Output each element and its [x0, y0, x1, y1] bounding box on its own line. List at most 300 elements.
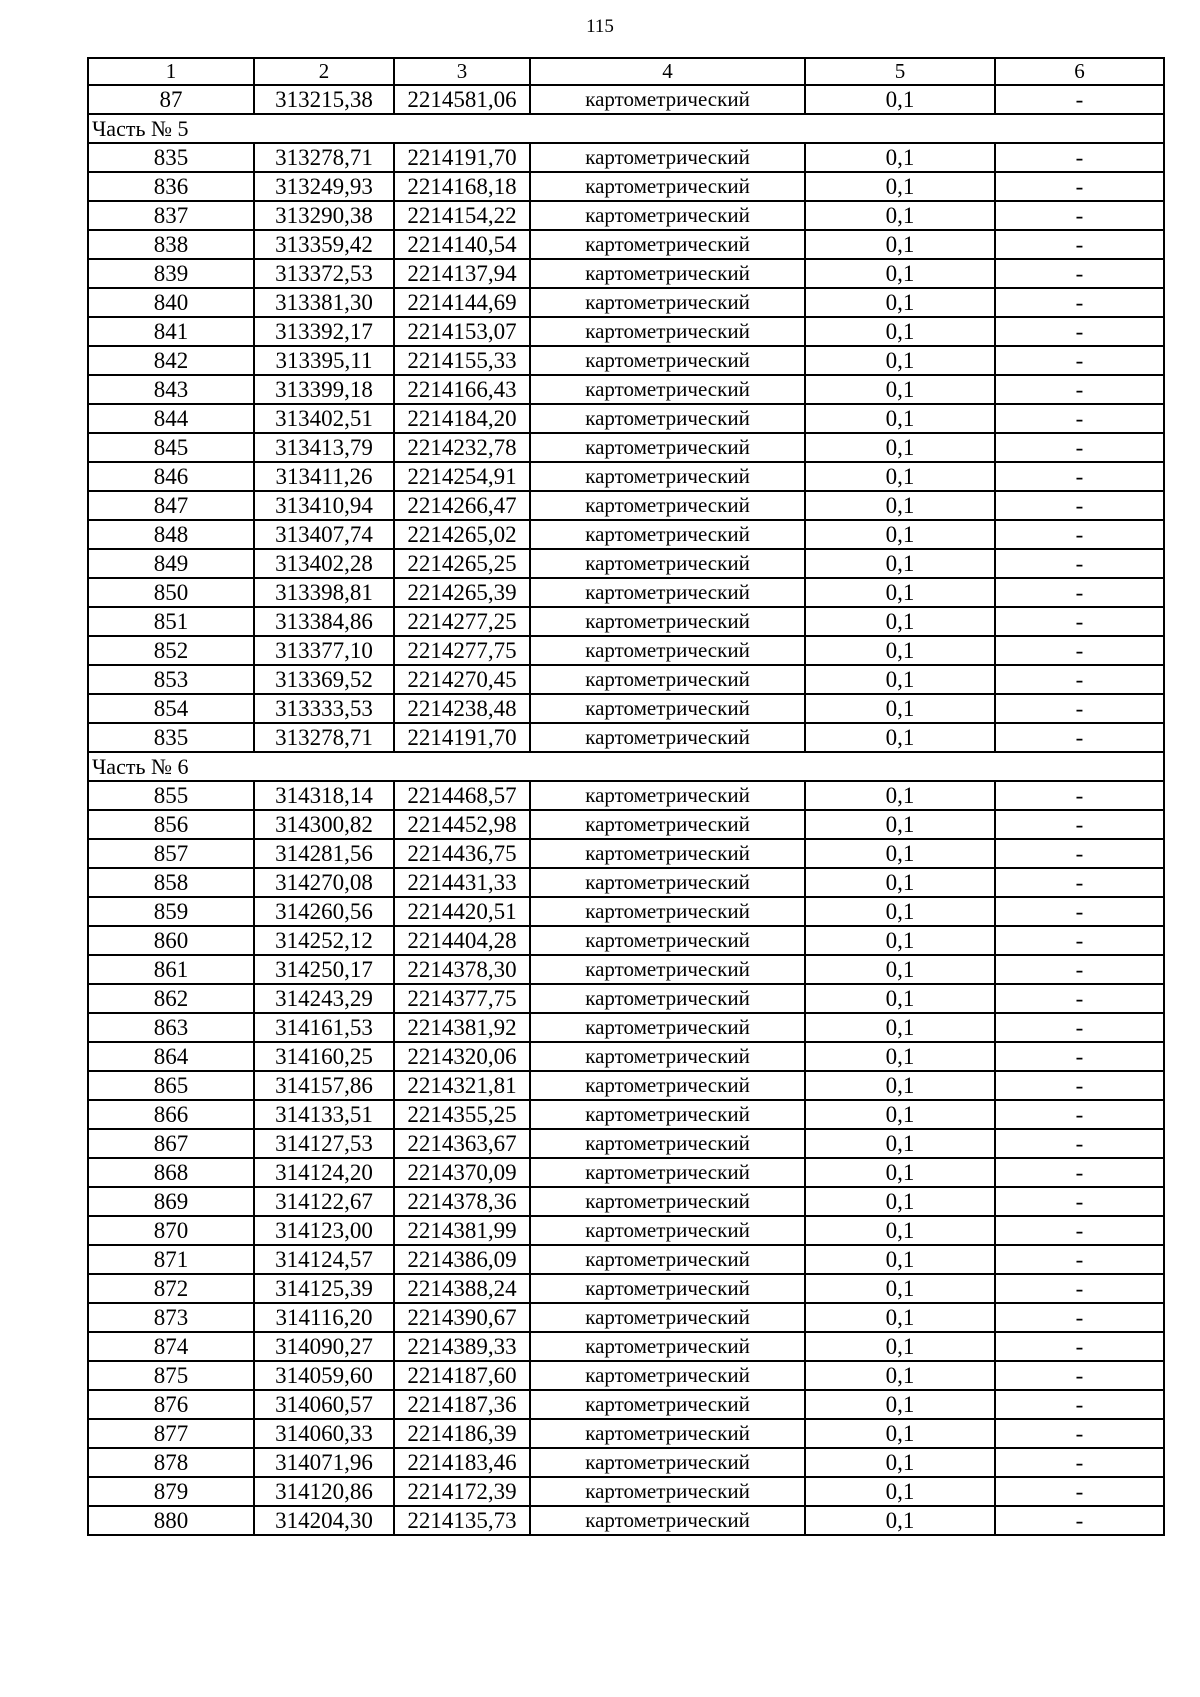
table-row — [88, 201, 1164, 230]
note-cell: - — [995, 926, 1164, 955]
accuracy-cell: 0,1 — [805, 1129, 995, 1158]
y-coordinate-cell: 2214390,67 — [394, 1303, 530, 1332]
x-coordinate-cell: 314060,33 — [254, 1419, 394, 1448]
x-coordinate-cell: 313249,93 — [254, 172, 394, 201]
note-cell: - — [995, 839, 1164, 868]
method-cell: картометрический — [530, 781, 805, 810]
y-coordinate-cell: 2214254,91 — [394, 462, 530, 491]
accuracy-cell: 0,1 — [805, 578, 995, 607]
x-coordinate-cell: 313410,94 — [254, 491, 394, 520]
x-coordinate-cell: 314123,00 — [254, 1216, 394, 1245]
point-number-cell: 844 — [88, 404, 254, 433]
table-row — [88, 1448, 1164, 1477]
y-coordinate-cell: 2214265,25 — [394, 549, 530, 578]
x-coordinate-cell: 314124,57 — [254, 1245, 394, 1274]
table-body — [88, 85, 1164, 1535]
accuracy-cell: 0,1 — [805, 1332, 995, 1361]
accuracy-cell: 0,1 — [805, 1506, 995, 1535]
x-coordinate-cell: 314116,20 — [254, 1303, 394, 1332]
note-cell: - — [995, 1303, 1164, 1332]
x-coordinate-cell: 314059,60 — [254, 1361, 394, 1390]
method-cell: картометрический — [530, 1303, 805, 1332]
table-row — [88, 1419, 1164, 1448]
method-cell: картометрический — [530, 1158, 805, 1187]
note-cell: - — [995, 1245, 1164, 1274]
y-coordinate-cell: 2214172,39 — [394, 1477, 530, 1506]
x-coordinate-cell: 314260,56 — [254, 897, 394, 926]
point-number-cell: 874 — [88, 1332, 254, 1361]
method-cell: картометрический — [530, 404, 805, 433]
y-coordinate-cell: 2214166,43 — [394, 375, 530, 404]
y-coordinate-cell: 2214377,75 — [394, 984, 530, 1013]
y-coordinate-cell: 2214468,57 — [394, 781, 530, 810]
accuracy-cell: 0,1 — [805, 549, 995, 578]
y-coordinate-cell: 2214135,73 — [394, 1506, 530, 1535]
y-coordinate-cell: 2214386,09 — [394, 1245, 530, 1274]
note-cell: - — [995, 259, 1164, 288]
x-coordinate-cell: 314120,86 — [254, 1477, 394, 1506]
method-cell: картометрический — [530, 1129, 805, 1158]
point-number-cell: 858 — [88, 868, 254, 897]
y-coordinate-cell: 2214355,25 — [394, 1100, 530, 1129]
table-row — [88, 462, 1164, 491]
y-coordinate-cell: 2214388,24 — [394, 1274, 530, 1303]
point-number-cell: 849 — [88, 549, 254, 578]
section-row — [88, 114, 1164, 143]
point-number-cell: 839 — [88, 259, 254, 288]
x-coordinate-cell: 313407,74 — [254, 520, 394, 549]
note-cell: - — [995, 491, 1164, 520]
accuracy-cell: 0,1 — [805, 636, 995, 665]
point-number-cell: 860 — [88, 926, 254, 955]
table-row — [88, 1100, 1164, 1129]
y-coordinate-cell: 2214452,98 — [394, 810, 530, 839]
note-cell: - — [995, 868, 1164, 897]
note-cell: - — [995, 520, 1164, 549]
accuracy-cell: 0,1 — [805, 1100, 995, 1129]
method-cell: картометрический — [530, 665, 805, 694]
method-cell: картометрический — [530, 723, 805, 752]
table-row — [88, 926, 1164, 955]
note-cell: - — [995, 955, 1164, 984]
method-cell: картометрический — [530, 578, 805, 607]
x-coordinate-cell: 314090,27 — [254, 1332, 394, 1361]
table-row — [88, 607, 1164, 636]
accuracy-cell: 0,1 — [805, 1419, 995, 1448]
accuracy-cell: 0,1 — [805, 172, 995, 201]
y-coordinate-cell: 2214581,06 — [394, 85, 530, 114]
accuracy-cell: 0,1 — [805, 375, 995, 404]
table-row — [88, 723, 1164, 752]
point-number-cell: 871 — [88, 1245, 254, 1274]
table-header — [88, 58, 1164, 85]
note-cell: - — [995, 607, 1164, 636]
method-cell: картометрический — [530, 172, 805, 201]
y-coordinate-cell: 2214420,51 — [394, 897, 530, 926]
y-coordinate-cell: 2214155,33 — [394, 346, 530, 375]
point-number-cell: 859 — [88, 897, 254, 926]
method-cell: картометрический — [530, 1042, 805, 1071]
y-coordinate-cell: 2214277,25 — [394, 607, 530, 636]
table-row — [88, 1274, 1164, 1303]
method-cell: картометрический — [530, 955, 805, 984]
method-cell: картометрический — [530, 810, 805, 839]
point-number-cell: 877 — [88, 1419, 254, 1448]
method-cell: картометрический — [530, 897, 805, 926]
accuracy-cell: 0,1 — [805, 810, 995, 839]
accuracy-cell: 0,1 — [805, 259, 995, 288]
table-row — [88, 375, 1164, 404]
x-coordinate-cell: 314160,25 — [254, 1042, 394, 1071]
accuracy-cell: 0,1 — [805, 926, 995, 955]
method-cell: картометрический — [530, 1071, 805, 1100]
point-number-cell: 868 — [88, 1158, 254, 1187]
method-cell: картометрический — [530, 549, 805, 578]
point-number-cell: 854 — [88, 694, 254, 723]
method-cell: картометрический — [530, 1216, 805, 1245]
accuracy-cell: 0,1 — [805, 665, 995, 694]
accuracy-cell: 0,1 — [805, 520, 995, 549]
point-number-cell: 867 — [88, 1129, 254, 1158]
accuracy-cell: 0,1 — [805, 1361, 995, 1390]
x-coordinate-cell: 313381,30 — [254, 288, 394, 317]
method-cell: картометрический — [530, 839, 805, 868]
table-row — [88, 1013, 1164, 1042]
x-coordinate-cell: 313290,38 — [254, 201, 394, 230]
table-row — [88, 781, 1164, 810]
x-coordinate-cell: 314071,96 — [254, 1448, 394, 1477]
accuracy-cell: 0,1 — [805, 1042, 995, 1071]
x-coordinate-cell: 314125,39 — [254, 1274, 394, 1303]
table-row — [88, 636, 1164, 665]
point-number-cell: 846 — [88, 462, 254, 491]
table-row — [88, 1477, 1164, 1506]
method-cell: картометрический — [530, 868, 805, 897]
y-coordinate-cell: 2214168,18 — [394, 172, 530, 201]
table-row — [88, 1216, 1164, 1245]
accuracy-cell: 0,1 — [805, 1216, 995, 1245]
x-coordinate-cell: 313333,53 — [254, 694, 394, 723]
table-row — [88, 85, 1164, 114]
method-cell: картометрический — [530, 984, 805, 1013]
note-cell: - — [995, 404, 1164, 433]
point-number-cell: 848 — [88, 520, 254, 549]
y-coordinate-cell: 2214320,06 — [394, 1042, 530, 1071]
accuracy-cell: 0,1 — [805, 201, 995, 230]
method-cell: картометрический — [530, 1448, 805, 1477]
method-cell: картометрический — [530, 1419, 805, 1448]
y-coordinate-cell: 2214431,33 — [394, 868, 530, 897]
point-number-cell: 835 — [88, 723, 254, 752]
method-cell: картометрический — [530, 520, 805, 549]
point-number-cell: 837 — [88, 201, 254, 230]
section-label: Часть № 6 — [88, 752, 1164, 781]
point-number-cell: 836 — [88, 172, 254, 201]
accuracy-cell: 0,1 — [805, 85, 995, 114]
section-row — [88, 752, 1164, 781]
point-number-cell: 865 — [88, 1071, 254, 1100]
method-cell: картометрический — [530, 317, 805, 346]
note-cell: - — [995, 1448, 1164, 1477]
method-cell: картометрический — [530, 1274, 805, 1303]
table-row — [88, 404, 1164, 433]
x-coordinate-cell: 314318,14 — [254, 781, 394, 810]
y-coordinate-cell: 2214187,36 — [394, 1390, 530, 1419]
accuracy-cell: 0,1 — [805, 317, 995, 346]
x-coordinate-cell: 314161,53 — [254, 1013, 394, 1042]
note-cell: - — [995, 346, 1164, 375]
table-row — [88, 346, 1164, 375]
point-number-cell: 878 — [88, 1448, 254, 1477]
point-number-cell: 856 — [88, 810, 254, 839]
method-cell: картометрический — [530, 1013, 805, 1042]
x-coordinate-cell: 313413,79 — [254, 433, 394, 462]
point-number-cell: 87 — [88, 85, 254, 114]
header-row — [88, 58, 1164, 85]
note-cell: - — [995, 1071, 1164, 1100]
accuracy-cell: 0,1 — [805, 1187, 995, 1216]
x-coordinate-cell: 314300,82 — [254, 810, 394, 839]
accuracy-cell: 0,1 — [805, 288, 995, 317]
y-coordinate-cell: 2214153,07 — [394, 317, 530, 346]
x-coordinate-cell: 314157,86 — [254, 1071, 394, 1100]
x-coordinate-cell: 314133,51 — [254, 1100, 394, 1129]
x-coordinate-cell: 313399,18 — [254, 375, 394, 404]
column-header: 3 — [394, 58, 530, 85]
point-number-cell: 863 — [88, 1013, 254, 1042]
table-row — [88, 868, 1164, 897]
y-coordinate-cell: 2214270,45 — [394, 665, 530, 694]
y-coordinate-cell: 2214186,39 — [394, 1419, 530, 1448]
table-row — [88, 259, 1164, 288]
note-cell: - — [995, 984, 1164, 1013]
method-cell: картометрический — [530, 85, 805, 114]
y-coordinate-cell: 2214277,75 — [394, 636, 530, 665]
note-cell: - — [995, 723, 1164, 752]
y-coordinate-cell: 2214265,39 — [394, 578, 530, 607]
point-number-cell: 853 — [88, 665, 254, 694]
x-coordinate-cell: 313278,71 — [254, 143, 394, 172]
accuracy-cell: 0,1 — [805, 897, 995, 926]
point-number-cell: 845 — [88, 433, 254, 462]
y-coordinate-cell: 2214137,94 — [394, 259, 530, 288]
method-cell: картометрический — [530, 259, 805, 288]
table-row — [88, 1361, 1164, 1390]
x-coordinate-cell: 313402,28 — [254, 549, 394, 578]
note-cell: - — [995, 1390, 1164, 1419]
point-number-cell: 835 — [88, 143, 254, 172]
table-row — [88, 955, 1164, 984]
x-coordinate-cell: 313377,10 — [254, 636, 394, 665]
x-coordinate-cell: 314122,67 — [254, 1187, 394, 1216]
note-cell: - — [995, 375, 1164, 404]
note-cell: - — [995, 578, 1164, 607]
column-header: 2 — [254, 58, 394, 85]
method-cell: картометрический — [530, 201, 805, 230]
note-cell: - — [995, 694, 1164, 723]
point-number-cell: 851 — [88, 607, 254, 636]
table-row — [88, 1129, 1164, 1158]
x-coordinate-cell: 313398,81 — [254, 578, 394, 607]
y-coordinate-cell: 2214187,60 — [394, 1361, 530, 1390]
table-row — [88, 665, 1164, 694]
accuracy-cell: 0,1 — [805, 491, 995, 520]
accuracy-cell: 0,1 — [805, 1448, 995, 1477]
accuracy-cell: 0,1 — [805, 404, 995, 433]
table-row — [88, 433, 1164, 462]
point-number-cell: 873 — [88, 1303, 254, 1332]
point-number-cell: 872 — [88, 1274, 254, 1303]
note-cell: - — [995, 810, 1164, 839]
note-cell: - — [995, 1129, 1164, 1158]
note-cell: - — [995, 1042, 1164, 1071]
accuracy-cell: 0,1 — [805, 1390, 995, 1419]
note-cell: - — [995, 1361, 1164, 1390]
method-cell: картометрический — [530, 1390, 805, 1419]
y-coordinate-cell: 2214370,09 — [394, 1158, 530, 1187]
column-header: 6 — [995, 58, 1164, 85]
x-coordinate-cell: 314127,53 — [254, 1129, 394, 1158]
y-coordinate-cell: 2214191,70 — [394, 143, 530, 172]
x-coordinate-cell: 313384,86 — [254, 607, 394, 636]
y-coordinate-cell: 2214378,36 — [394, 1187, 530, 1216]
point-number-cell: 875 — [88, 1361, 254, 1390]
x-coordinate-cell: 313402,51 — [254, 404, 394, 433]
point-number-cell: 870 — [88, 1216, 254, 1245]
note-cell: - — [995, 1187, 1164, 1216]
note-cell: - — [995, 201, 1164, 230]
point-number-cell: 862 — [88, 984, 254, 1013]
point-number-cell: 861 — [88, 955, 254, 984]
note-cell: - — [995, 172, 1164, 201]
method-cell: картометрический — [530, 694, 805, 723]
accuracy-cell: 0,1 — [805, 1303, 995, 1332]
table-row — [88, 1187, 1164, 1216]
accuracy-cell: 0,1 — [805, 1071, 995, 1100]
point-number-cell: 864 — [88, 1042, 254, 1071]
accuracy-cell: 0,1 — [805, 1274, 995, 1303]
point-number-cell: 842 — [88, 346, 254, 375]
point-number-cell: 852 — [88, 636, 254, 665]
x-coordinate-cell: 314204,30 — [254, 1506, 394, 1535]
column-header: 4 — [530, 58, 805, 85]
y-coordinate-cell: 2214321,81 — [394, 1071, 530, 1100]
note-cell: - — [995, 143, 1164, 172]
y-coordinate-cell: 2214363,67 — [394, 1129, 530, 1158]
x-coordinate-cell: 314060,57 — [254, 1390, 394, 1419]
note-cell: - — [995, 85, 1164, 114]
accuracy-cell: 0,1 — [805, 1013, 995, 1042]
table-row — [88, 897, 1164, 926]
y-coordinate-cell: 2214140,54 — [394, 230, 530, 259]
point-number-cell: 850 — [88, 578, 254, 607]
accuracy-cell: 0,1 — [805, 839, 995, 868]
accuracy-cell: 0,1 — [805, 462, 995, 491]
note-cell: - — [995, 1158, 1164, 1187]
table-row — [88, 1245, 1164, 1274]
table-row — [88, 520, 1164, 549]
x-coordinate-cell: 314250,17 — [254, 955, 394, 984]
method-cell: картометрический — [530, 1361, 805, 1390]
y-coordinate-cell: 2214144,69 — [394, 288, 530, 317]
note-cell: - — [995, 1013, 1164, 1042]
note-cell: - — [995, 1506, 1164, 1535]
table-row — [88, 1303, 1164, 1332]
y-coordinate-cell: 2214184,20 — [394, 404, 530, 433]
accuracy-cell: 0,1 — [805, 230, 995, 259]
note-cell: - — [995, 288, 1164, 317]
note-cell: - — [995, 1100, 1164, 1129]
y-coordinate-cell: 2214381,99 — [394, 1216, 530, 1245]
x-coordinate-cell: 314243,29 — [254, 984, 394, 1013]
x-coordinate-cell: 313215,38 — [254, 85, 394, 114]
table-row — [88, 810, 1164, 839]
table-row — [88, 1506, 1164, 1535]
column-header: 1 — [88, 58, 254, 85]
point-number-cell: 855 — [88, 781, 254, 810]
note-cell: - — [995, 665, 1164, 694]
table-row — [88, 984, 1164, 1013]
point-number-cell: 843 — [88, 375, 254, 404]
method-cell: картометрический — [530, 346, 805, 375]
table-row — [88, 1158, 1164, 1187]
note-cell: - — [995, 462, 1164, 491]
point-number-cell: 866 — [88, 1100, 254, 1129]
note-cell: - — [995, 230, 1164, 259]
method-cell: картометрический — [530, 1187, 805, 1216]
method-cell: картометрический — [530, 491, 805, 520]
note-cell: - — [995, 433, 1164, 462]
accuracy-cell: 0,1 — [805, 781, 995, 810]
x-coordinate-cell: 314270,08 — [254, 868, 394, 897]
accuracy-cell: 0,1 — [805, 1245, 995, 1274]
table-row — [88, 230, 1164, 259]
point-number-cell: 847 — [88, 491, 254, 520]
x-coordinate-cell: 313372,53 — [254, 259, 394, 288]
x-coordinate-cell: 313392,17 — [254, 317, 394, 346]
note-cell: - — [995, 1332, 1164, 1361]
table-row — [88, 317, 1164, 346]
accuracy-cell: 0,1 — [805, 868, 995, 897]
accuracy-cell: 0,1 — [805, 984, 995, 1013]
note-cell: - — [995, 549, 1164, 578]
note-cell: - — [995, 897, 1164, 926]
method-cell: картометрический — [530, 1100, 805, 1129]
point-number-cell: 869 — [88, 1187, 254, 1216]
method-cell: картометрический — [530, 143, 805, 172]
x-coordinate-cell: 314252,12 — [254, 926, 394, 955]
point-number-cell: 880 — [88, 1506, 254, 1535]
point-number-cell: 840 — [88, 288, 254, 317]
point-number-cell: 841 — [88, 317, 254, 346]
note-cell: - — [995, 1419, 1164, 1448]
method-cell: картометрический — [530, 375, 805, 404]
x-coordinate-cell: 313359,42 — [254, 230, 394, 259]
note-cell: - — [995, 636, 1164, 665]
method-cell: картометрический — [530, 462, 805, 491]
x-coordinate-cell: 313369,52 — [254, 665, 394, 694]
x-coordinate-cell: 314124,20 — [254, 1158, 394, 1187]
point-number-cell: 879 — [88, 1477, 254, 1506]
column-header: 5 — [805, 58, 995, 85]
table-row — [88, 172, 1164, 201]
point-number-cell: 876 — [88, 1390, 254, 1419]
point-number-cell: 838 — [88, 230, 254, 259]
table-row — [88, 143, 1164, 172]
accuracy-cell: 0,1 — [805, 1158, 995, 1187]
table-row — [88, 1332, 1164, 1361]
table-row — [88, 578, 1164, 607]
